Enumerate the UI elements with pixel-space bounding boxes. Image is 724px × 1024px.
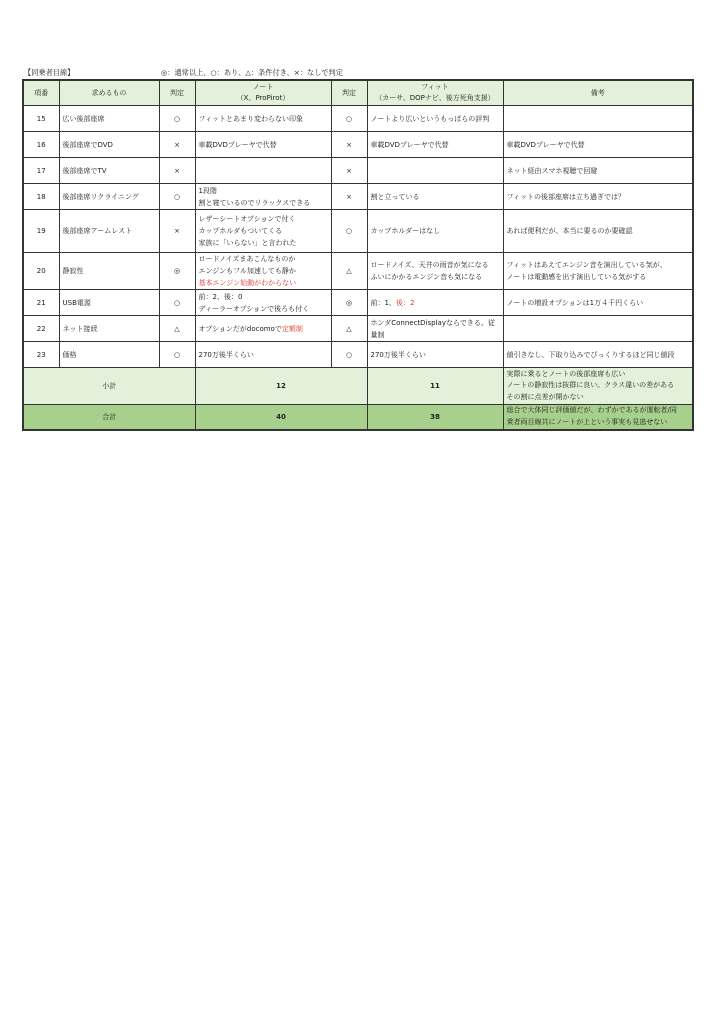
header-row [23,80,693,106]
row-fit: ノートより広いというもっぱらの評判 [367,106,503,132]
row-note-prefix: オプションだがdocomoで [198,324,282,333]
table-row [23,106,693,132]
comparison-table [22,79,694,431]
total-remarks-line: 総合で大体同じ評価値だが、わずかであるが運転者/同 [506,406,677,415]
row-note-line: 家族に「いらない」と言われた [198,239,297,247]
row-no: 19 [23,210,59,253]
row-note [195,158,331,184]
row-remarks: ノートの増設オプションは1万４千円くらい [503,290,693,316]
col-judge-note: 判定 [159,80,195,106]
row-remarks-line: ノートは電動感を出す演出している気がする [506,273,647,281]
row-note-line: 前：2、後：0 [198,292,243,301]
row-judge-fit: × [331,158,367,184]
total-note-score: 40 [195,405,367,430]
row-item: 価格 [59,342,159,368]
row-fit: 車載DVDプレーヤで代替 [367,132,503,158]
row-remarks: ネット経由スマホ視聴で回避 [503,158,693,184]
row-note-highlight: 定額制 [281,324,303,333]
row-note [195,184,331,210]
row-no: 18 [23,184,59,210]
subtotal-row [23,368,693,405]
sheet-title: 【同乗者目線】 [24,68,75,77]
row-no: 20 [23,253,59,290]
total-remarks [503,405,693,430]
judgement-legend: ◎：通常以上、○：あり、△：条件付き、×：なしで判定 [161,68,343,77]
row-judge-fit: × [331,132,367,158]
row-fit-highlight: 後：2 [395,298,415,307]
total-remarks-line: 乗者両目線共にノートが上という事実も見逃せない [506,417,668,426]
row-no: 17 [23,158,59,184]
row-remarks [503,316,693,342]
row-fit-line: 量制 [370,330,385,339]
subtotal-remarks-line: 実際に乗るとノートの後部座席も広い [506,369,626,378]
row-fit-line: ふいにかかるエンジン音も気になる [370,273,483,281]
table-row [23,184,693,210]
row-judge-note: ○ [159,106,195,132]
row-note: 270万後半くらい [195,342,331,368]
row-item: 静寂性 [59,253,159,290]
table-row [23,158,693,184]
row-remarks [503,106,693,132]
col-fit-title: フィット [421,83,449,91]
row-note: フィットとあまり変わらない印象 [195,106,331,132]
col-note [195,80,331,106]
col-note-title: ノート [252,83,274,91]
row-fit [367,316,503,342]
subtotal-fit-score: 11 [367,368,503,405]
subtotal-note-score: 12 [195,368,367,405]
sheet-header [24,68,694,78]
row-item: 広い後部座席 [59,106,159,132]
row-remarks: 車載DVDプレーヤで代替 [503,132,693,158]
row-judge-fit: ○ [331,342,367,368]
row-remarks [503,253,693,290]
row-judge-fit: ○ [331,106,367,132]
row-note-line: エンジンもフル加速しても静か [198,267,296,275]
col-note-grade: （X、ProPirot） [236,94,290,102]
col-no: 項番 [23,80,59,106]
subtotal-remarks-line: ノートの静寂性は抜群に良い。クラス違いの差がある [506,381,675,390]
row-no: 16 [23,132,59,158]
subtotal-label: 小計 [23,368,195,405]
row-no: 23 [23,342,59,368]
row-fit [367,253,503,290]
row-fit: 割と立っている [367,184,503,210]
row-judge-fit: △ [331,253,367,290]
table-row [23,342,693,368]
col-judge-fit: 判定 [331,80,367,106]
row-fit-prefix: 前：1、 [370,298,396,307]
subtotal-remarks-line: その割に点差が開かない [506,392,584,401]
col-remarks: 備考 [503,80,693,106]
row-judge-note: × [159,132,195,158]
subtotal-remarks [503,368,693,405]
row-item: ネット接続 [59,316,159,342]
row-remarks: あれば便利だが、本当に要るのか要確認 [503,210,693,253]
row-item: 後部座席でDVD [59,132,159,158]
col-item: 求めるもの [59,80,159,106]
row-note-line: ディーラーオプションで後ろも付く [198,304,310,313]
row-judge-fit: ○ [331,210,367,253]
row-note [195,210,331,253]
col-fit-grade: （カーサ、DOPナビ、後方死角支援） [375,94,495,102]
table-row [23,132,693,158]
row-note-line: 1段階 [198,186,217,195]
table-row [23,210,693,253]
row-note [195,253,331,290]
row-judge-note: ○ [159,342,195,368]
row-remarks: フィットの後部座席は立ち過ぎでは？ [503,184,693,210]
total-row [23,405,693,430]
total-label: 合計 [23,405,195,430]
row-judge-note: × [159,210,195,253]
row-fit: 270万後半くらい [367,342,503,368]
row-note [195,316,331,342]
row-judge-note: △ [159,316,195,342]
total-fit-score: 38 [367,405,503,430]
row-fit [367,290,503,316]
row-judge-note: × [159,158,195,184]
row-note: 車載DVDプレーヤで代替 [195,132,331,158]
row-fit-line: ホンダConnectDisplayならできる。従 [370,318,495,327]
row-remarks-line: フィットはあえてエンジン音を演出している気が、 [506,261,667,269]
row-note-highlight: 基本エンジン始動がわからない [198,279,297,287]
row-fit: カップホルダーはなし [367,210,503,253]
row-judge-note: ○ [159,290,195,316]
table-row [23,253,693,290]
row-judge-note: ○ [159,184,195,210]
table-row [23,316,693,342]
row-item: 後部座席アームレスト [59,210,159,253]
row-no: 22 [23,316,59,342]
row-item: 後部座席リクライニング [59,184,159,210]
row-judge-note: ◎ [159,253,195,290]
row-item: 後部座席でTV [59,158,159,184]
row-note [195,290,331,316]
row-note-line: ロードノイズまあこんなものか [198,255,296,263]
row-fit-line: ロードノイズ、天井の雨音が気になる [370,261,489,269]
row-note-line: レザーシートオプションで付く [198,215,296,223]
row-item: USB電源 [59,290,159,316]
col-fit [367,80,503,106]
row-no: 15 [23,106,59,132]
row-judge-fit: ◎ [331,290,367,316]
row-note-line: 割と寝ているのでリラックスできる [198,198,311,207]
row-judge-fit: × [331,184,367,210]
table-row [23,290,693,316]
row-note-line: カップホルダもついてくる [198,227,283,235]
row-fit [367,158,503,184]
row-remarks: 値引きなし、下取り込みでびっくりするほど同じ値段 [503,342,693,368]
row-judge-fit: △ [331,316,367,342]
row-no: 21 [23,290,59,316]
